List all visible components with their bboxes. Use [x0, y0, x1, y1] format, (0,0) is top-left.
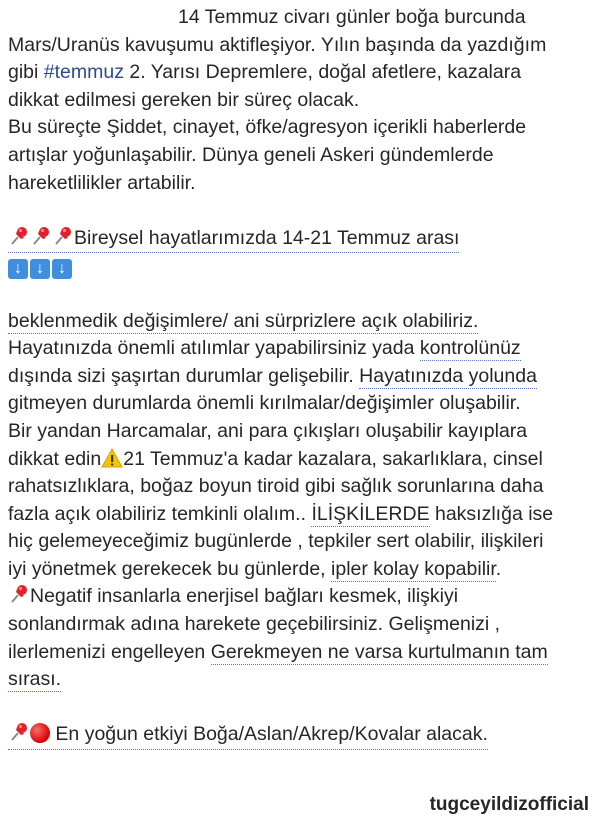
text-line: hareketlilikler artabilir. — [8, 171, 196, 194]
blank-line — [8, 197, 592, 225]
text-line: Negatif insanlarla enerjisel bağları kesmek, ilişkiyi — [8, 583, 592, 611]
red-circle-icon — [30, 723, 50, 743]
text-line: artışlar yoğunlaşabilir. Dünya geneli Askeri gündemlerde — [8, 143, 494, 166]
hashtag-link[interactable]: #temmuz — [43, 61, 124, 84]
text-line: gibi #temmuz 2. Yarısı Depremlere, doğal afetlere, kazalara — [8, 61, 522, 84]
arrows-line — [8, 252, 592, 280]
down-arrow-icon: ↓ — [30, 259, 50, 279]
down-arrow-icon: ↓ — [52, 259, 72, 279]
warning-icon — [101, 448, 123, 468]
pushpin-icon — [8, 583, 30, 605]
pushpin-icon — [8, 721, 30, 743]
text-line: dikkat edilmesi gereken bir süreç olacak. — [8, 88, 360, 111]
pushpin-icon — [30, 225, 52, 247]
pushpin-icon — [52, 225, 74, 247]
text-line: ilerlemenizi engelleyen Gerekmeyen ne varsa kurtulmanın tam — [8, 640, 548, 663]
pushpin-icon — [8, 225, 30, 247]
text-line: Bir yandan Harcamalar, ani para çıkışları oluşabilir kayıplara — [8, 419, 528, 442]
text-line: sırası. — [8, 668, 62, 691]
text-line: sonlandırmak adına harekete geçebilirsiniz. Gelişmenizi , — [8, 613, 501, 636]
text-line: dikkat edin 21 Temmuz'a kadar kazalara, sakarlıklara, cinsel — [8, 447, 543, 470]
down-arrow-icon: ↓ — [8, 259, 28, 279]
text-line: En yoğun etkiyi Boğa/Aslan/Akrep/Kovalar alacak. — [8, 721, 592, 749]
text-line: gitmeyen durumlarda önemli kırılmalar/değişimler oluşabilir. — [8, 392, 521, 415]
text-line: beklenmedik değişimlere/ ani sürprizlere açık olabiliriz. — [8, 309, 479, 332]
signature-username[interactable]: tugceyildizofficial — [429, 794, 589, 815]
text-line: dışında sizi şaşırtan durumlar gelişebilir. Hayatınızda yolunda — [8, 364, 537, 387]
post-caption — [8, 4, 592, 749]
text-line: rahatsızlıklara, boğaz boyun tiroid gibi sağlık sorunlarına daha — [8, 475, 544, 498]
heading-line: Bireysel hayatlarımızda 14-21 Temmuz arası — [8, 225, 592, 253]
blank-line — [8, 280, 592, 308]
text-line: Mars/Uranüs kavuşumu aktifleşiyor. Yılın başında da yazdığım — [8, 33, 547, 56]
text-line: 14 Temmuz civarı günler boğa burcunda — [178, 6, 526, 28]
text-line: Bu süreçte Şiddet, cinayet, öfke/agresyon içerikli haberlerde — [8, 116, 527, 139]
text-line: fazla açık olabiliriz temkinli olalım.. İLİŞKİLERDE haksızlığa ise — [8, 502, 554, 525]
text-line: hiç gelemeyeceğimiz bugünlerde , tepkiler sert olabilir, ilişkileri — [8, 530, 544, 553]
text-line: Hayatınızda önemli atılımlar yapabilirsiniz yada kontrolünüz — [8, 337, 521, 360]
blank-line — [8, 694, 592, 722]
text-line: iyi yönetmek gerekecek bu günlerde, ipler kolay kopabilir. — [8, 557, 502, 580]
